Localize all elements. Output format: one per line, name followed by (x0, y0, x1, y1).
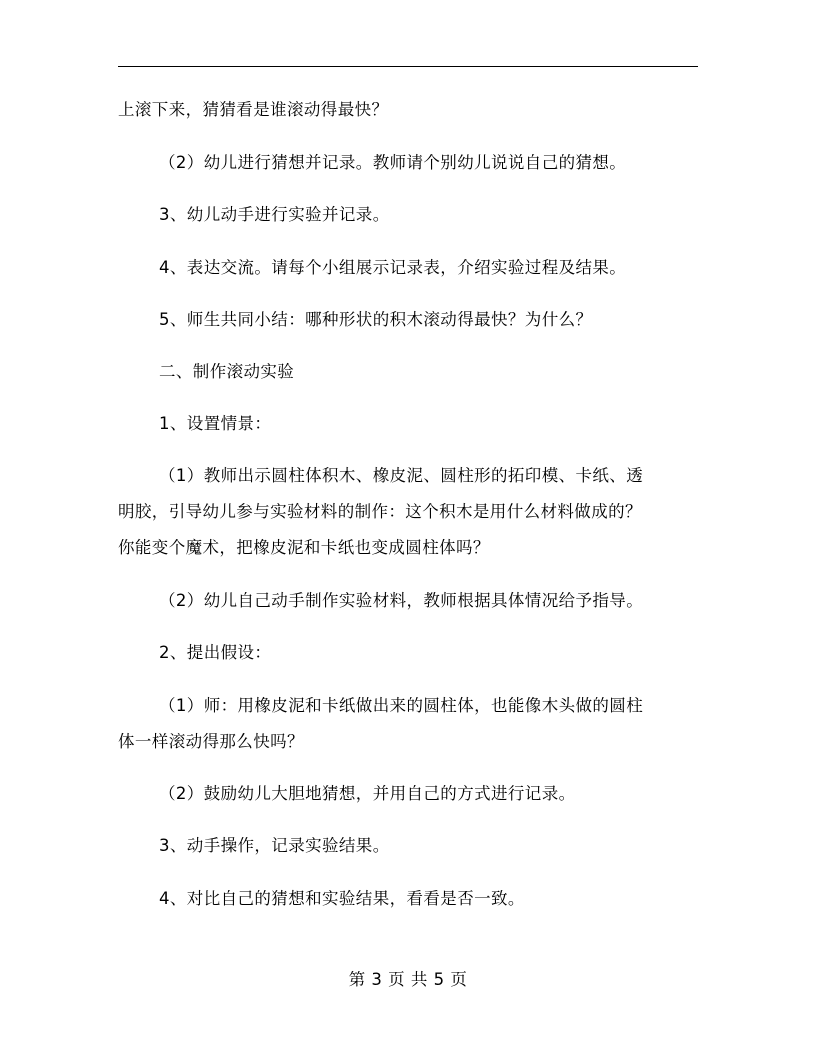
paragraph-line: 上滚下来，猜猜看是谁滚动得最快？ (118, 100, 389, 119)
paragraph-line: 体一样滚动得那么快吗？ (118, 732, 304, 751)
paragraph-line: 4、对比自己的猜想和实验结果，看看是否一致。 (159, 889, 525, 908)
paragraph-line: （1）教师出示圆柱体积木、橡皮泥、圆柱形的拓印模、卡纸、透 (159, 466, 644, 485)
paragraph-line: 你能变个魔术，把橡皮泥和卡纸也变成圆柱体吗？ (118, 538, 490, 557)
paragraph-line: （1）师：用橡皮泥和卡纸做出来的圆柱体，也能像木头做的圆柱 (159, 696, 644, 715)
paragraph-line: 1、设置情景： (159, 414, 272, 433)
header-divider (118, 66, 698, 67)
paragraph-line: 4、表达交流。请每个小组展示记录表，介绍实验过程及结果。 (159, 258, 627, 277)
paragraph-line: 2、提出假设： (159, 643, 272, 662)
section-heading: 二、制作滚动实验 (159, 362, 295, 381)
paragraph-line: 3、幼儿动手进行实验并记录。 (159, 205, 390, 224)
paragraph-line: 5、师生共同小结：哪种形状的积木滚动得最快？为什么？ (159, 310, 593, 329)
paragraph-line: （2）幼儿自己动手制作实验材料，教师根据具体情况给予指导。 (159, 591, 644, 610)
page-number: 第 3 页 共 5 页 (348, 970, 468, 989)
paragraph-line: 明胶，引导幼儿参与实验材料的制作：这个积木是用什么材料做成的？ (118, 502, 642, 521)
paragraph-line: 3、动手操作，记录实验结果。 (159, 836, 390, 855)
paragraph-line: （2）鼓励幼儿大胆地猜想，并用自己的方式进行记录。 (159, 784, 576, 803)
paragraph-line: （2）幼儿进行猜想并记录。教师请个别幼儿说说自己的猜想。 (159, 153, 627, 172)
